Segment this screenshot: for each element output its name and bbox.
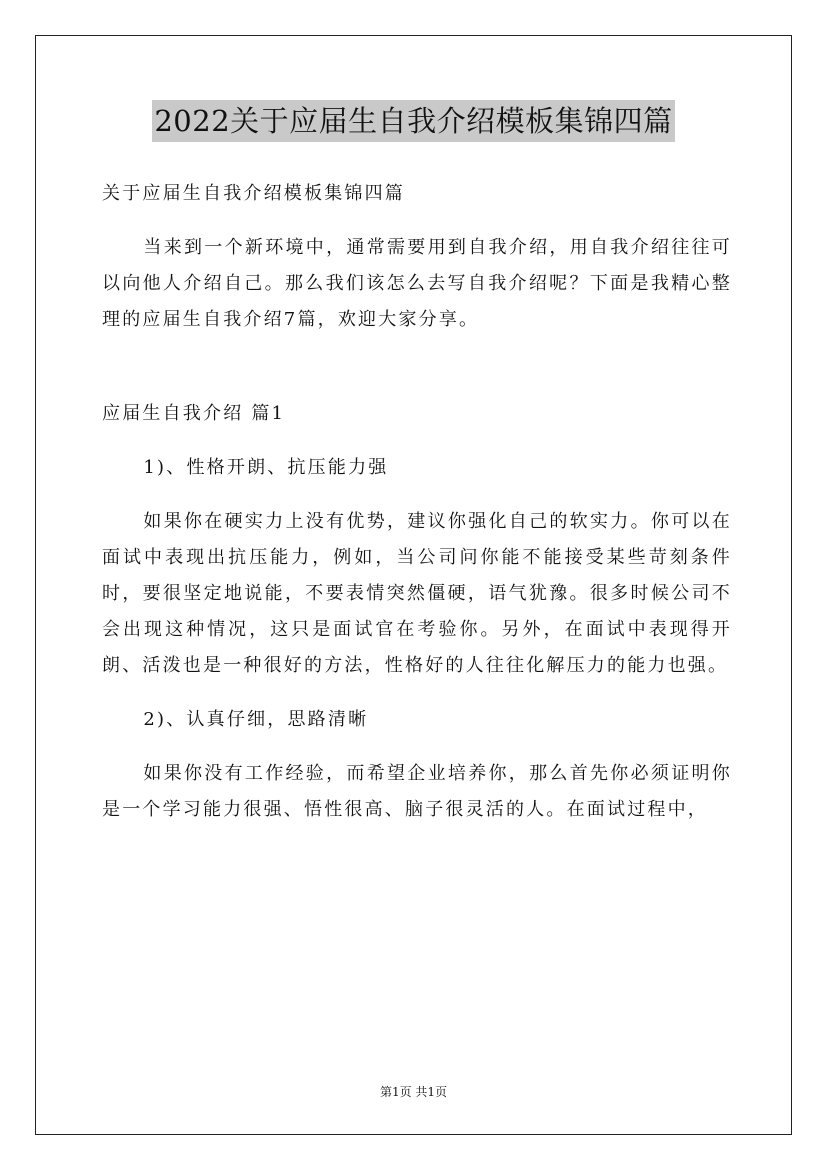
page-footer: 第1页 共1页 [379,1085,448,1099]
document-body [102,176,732,846]
document-subtitle: 关于应届生自我介绍模板集锦四篇 [102,183,405,204]
point-paragraph-1: 如果你在硬实力上没有优势，建议你强化自己的软实力。你可以在面试中表现出抗压能力，例如，当公司问你能不能接受某些苛刻条件时，要很坚定地说能，不要表情突然僵硬，语气犹豫。很多时候公司不会出现这种情况，这只是面试官在考验你。另外，在面试中表现得开朗、活泼也是一种很好的方法，性格好的人往往化解压力的能力也强。 [102,511,732,676]
point-heading-1: 1)、性格开朗、抗压能力强 [143,457,389,478]
point-paragraph-2: 如果你没有工作经验，而希望企业培养你，那么首先你必须证明你是一个学习能力很强、悟性很高、脑子很灵活的人。在面试过程中， [102,763,732,820]
document-title: 2022关于应届生自我介绍模板集锦四篇 [152,100,674,142]
intro-paragraph: 当来到一个新环境中，通常需要用到自我介绍，用自我介绍往往可以向他人介绍自己。那么我们该怎么去写自我介绍呢？下面是我精心整理的应届生自我介绍7篇，欢迎大家分享。 [102,237,732,330]
section-heading: 应届生自我介绍 篇1 [102,403,286,424]
point-heading-2: 2)、认真仔细，思路清晰 [143,709,369,730]
title-container [0,100,827,142]
